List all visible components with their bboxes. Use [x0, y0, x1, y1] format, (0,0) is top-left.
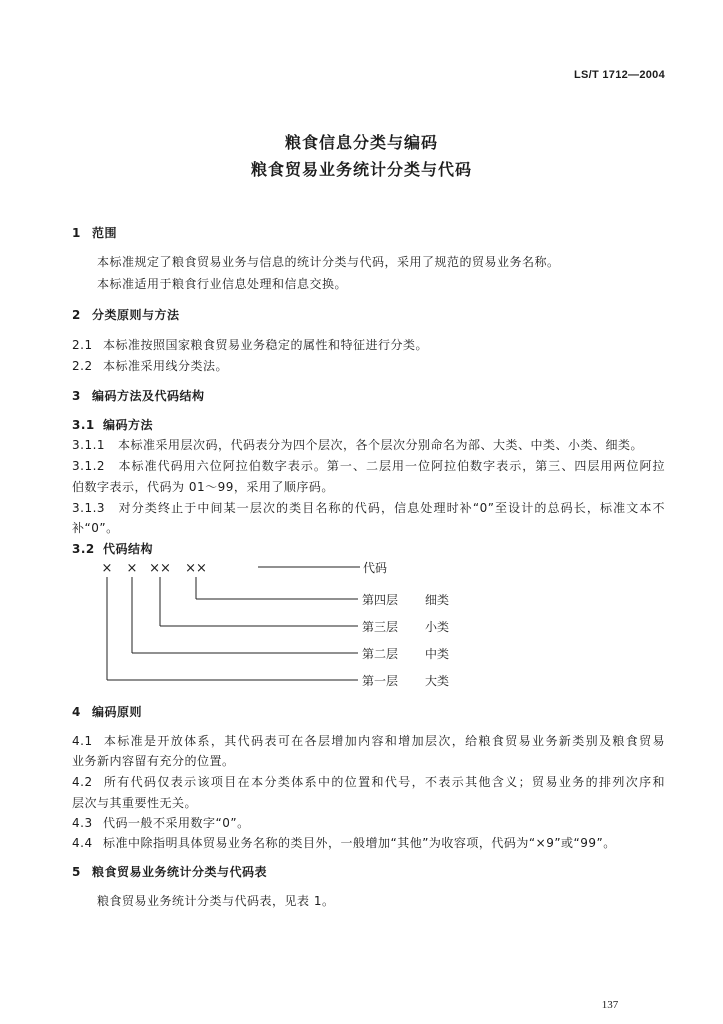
paragraph: 本标准适用于粮食行业信息处理和信息交换。: [97, 277, 348, 291]
section-title: 编码原则: [92, 705, 143, 719]
layer-level-label: 第二层: [362, 647, 399, 661]
clause-text: 本标准是开放体系，其代码表可在各层增加内容和增加层次，给粮食贸易业务新类别及粮食贸易: [103, 734, 665, 748]
document-title: 粮食信息分类与编码: [284, 133, 438, 152]
clause-text-continued: 业务新内容留有充分的位置。: [72, 754, 235, 768]
clause-number: 3.1.2: [72, 459, 106, 473]
section-2-heading: [72, 307, 665, 323]
section-title: 范围: [92, 226, 118, 240]
clause-text: 所有代码仅表示该项目在本分类体系中的位置和代号，不表示其他含义；贸易业务的排列次序和: [103, 775, 665, 789]
section-number: 1: [72, 226, 81, 240]
layer-level-label: 第三层: [362, 620, 399, 634]
code-digit-symbol: ××: [185, 561, 207, 576]
clause-number: 3.1.3: [72, 501, 106, 515]
clause-4-3: [72, 815, 665, 831]
clause-text: 本标准按照国家粮食贸易业务稳定的属性和特征进行分类。: [103, 338, 429, 352]
layer-class-label: 细类: [425, 593, 450, 607]
clause-number: 2.2: [72, 359, 93, 373]
clause-text: 标准中除指明具体贸易业务名称的类目外，一般增加“其他”为收容项，代码为“×9”或“99”。: [103, 836, 616, 850]
section-number: 3: [72, 389, 81, 403]
clause-number: 2.1: [72, 338, 93, 352]
paragraph: 粮食贸易业务统计分类与代码表，见表 1。: [97, 894, 335, 908]
subsection-3-1-heading: [72, 417, 665, 433]
code-digit-symbol: ×: [126, 561, 138, 576]
document-subtitle: 粮食贸易业务统计分类与代码: [250, 160, 472, 179]
clause-text: 本标准代码用六位阿拉伯数字表示。第一、二层用一位阿拉伯数字表示，第三、四层用两位阿拉: [118, 459, 665, 473]
layer-class-label: 大类: [425, 674, 450, 688]
clause-number: 3.1.1: [72, 438, 106, 452]
section-title: 粮食贸易业务统计分类与代码表: [92, 865, 268, 879]
layer-class-label: 中类: [425, 647, 450, 661]
clause-number: 4.1: [72, 734, 93, 748]
clause-number: 3.2: [72, 542, 95, 556]
clause-3-1-3: [72, 500, 665, 516]
subsection-title: 代码结构: [103, 542, 154, 556]
clause-4-2: [72, 774, 665, 790]
layer-class-label: 小类: [425, 620, 450, 634]
clause-text: 本标准采用线分类法。: [103, 359, 229, 373]
section-number: 2: [72, 308, 81, 322]
page-number: 137: [601, 999, 619, 1011]
layer-level-label: 第一层: [362, 674, 399, 688]
clause-3-1-2: [72, 458, 665, 474]
code-structure-diagram: [90, 555, 490, 695]
section-4-heading: [72, 704, 665, 720]
clause-text: 对分类终止于中间某一层次的类目名称的代码，信息处理时补“0”至设计的总码长，标准文本不: [118, 501, 665, 515]
paragraph: 本标准规定了粮食贸易业务与信息的统计分类与代码，采用了规范的贸易业务名称。: [97, 255, 560, 269]
layer-level-label: 第四层: [362, 593, 399, 607]
code-digit-symbol: ××: [149, 561, 171, 576]
clause-text-continued: 补“0”。: [72, 521, 119, 535]
section-number: 5: [72, 865, 81, 879]
clause-2-1: [72, 337, 665, 353]
clause-text: 代码一般不采用数字“0”。: [103, 816, 250, 830]
section-number: 4: [72, 705, 81, 719]
clause-2-2: [72, 358, 665, 374]
section-5-heading: [72, 864, 665, 880]
clause-text: 本标准采用层次码，代码表分为四个层次，各个层次分别命名为部、大类、中类、小类、细类。: [118, 438, 644, 452]
standard-code: LS/T 1712—2004: [573, 69, 665, 81]
clause-number: 4.3: [72, 816, 93, 830]
section-1-heading: [72, 225, 665, 241]
clause-4-1: [72, 733, 665, 749]
clause-text-continued: 层次与其重要性无关。: [72, 796, 198, 810]
clause-number: 4.2: [72, 775, 93, 789]
clause-3-1-1: [72, 437, 665, 453]
subsection-title: 编码方法: [103, 418, 154, 432]
code-digit-symbol: ×: [101, 561, 113, 576]
section-title: 分类原则与方法: [92, 308, 180, 322]
clause-number: 3.1: [72, 418, 95, 432]
clause-4-4: [72, 835, 665, 851]
section-title: 编码方法及代码结构: [92, 389, 205, 403]
code-label: 代码: [363, 561, 388, 575]
clause-text-continued: 伯数字表示，代码为 01～99，采用了顺序码。: [72, 480, 334, 494]
clause-number: 4.4: [72, 836, 93, 850]
section-3-heading: [72, 388, 665, 404]
